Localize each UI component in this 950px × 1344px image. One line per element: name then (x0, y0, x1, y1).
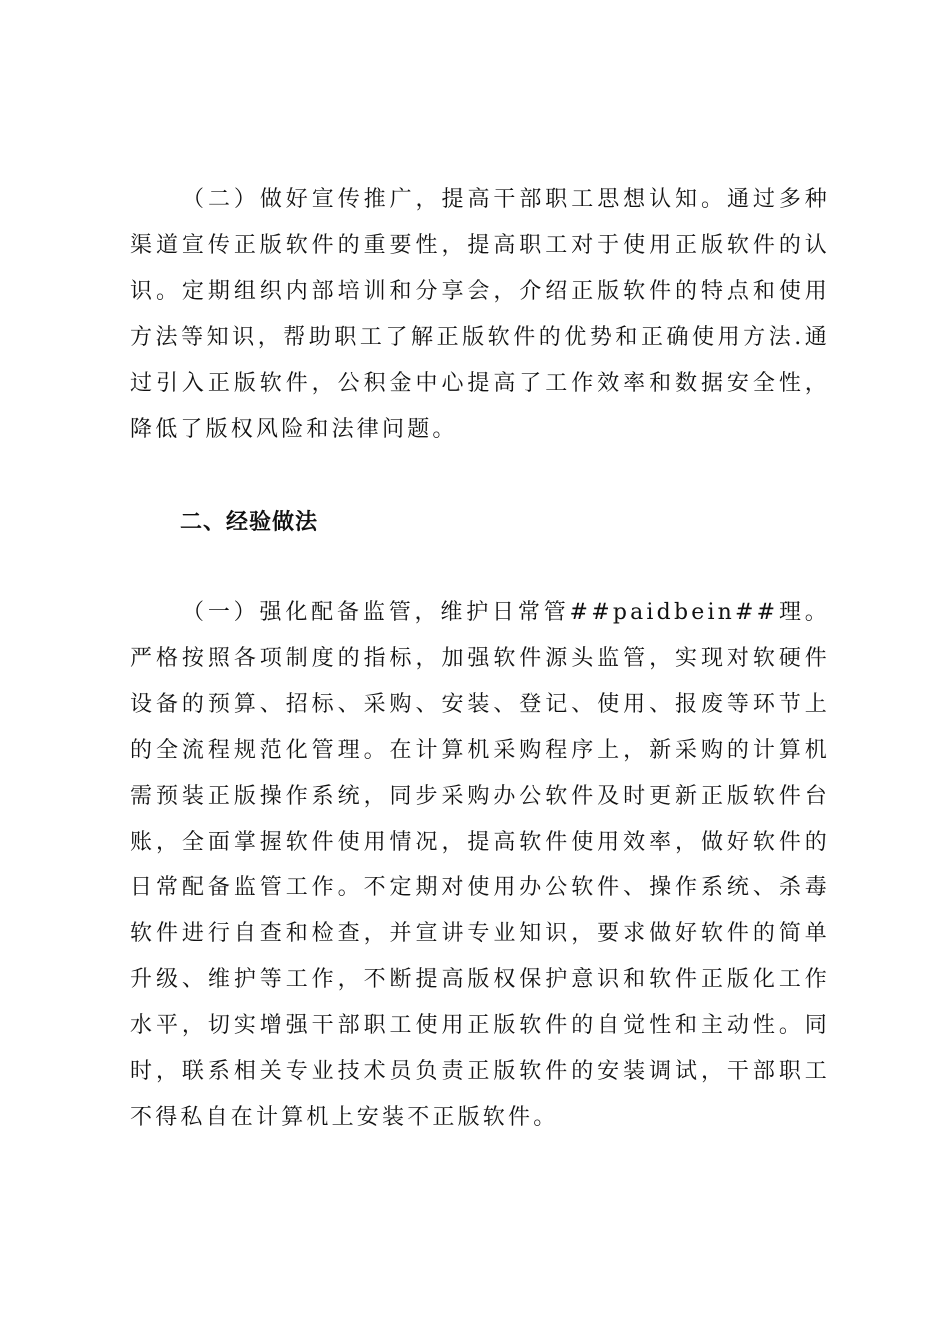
section-heading-experience: 二、经验做法 (180, 510, 319, 535)
paragraph-publicity: （二）做好宣传推广，提高干部职工思想认知。通过多种渠道宣传正版软件的重要性，提高职工对于使用正版软件的认识。定期组织内部培训和分享会，介绍正版软件的特点和使用方法等知识，帮助职工了解正版软件的优势和正确使用方法.通过引入正版软件，公积金中心提高了工作效率和数据安全性，降低了版权风险和法律问题。 (130, 187, 830, 442)
paragraph-supervision: （一）强化配备监管，维护日常管##paidbein##理。严格按照各项制度的指标，加强软件源头监管，实现对软硬件设备的预算、招标、采购、安装、登记、使用、报废等环节上的全流程规范化管理。在计算机采购程序上，新采购的计算机需预装正版操作系统，同步采购办公软件及时更新正版软件台账，全面掌握软件使用情况，提高软件使用效率，做好软件的日常配备监管工作。不定期对使用办公软件、操作系统、杀毒软件进行自查和检查，并宣讲专业知识，要求做好软件的简单升级、维护等工作，不断提高版权保护意识和软件正版化工作水平，切实增强干部职工使用正版软件的自觉性和主动性。同时，联系相关专业技术员负责正版软件的安装调试，干部职工不得私自在计算机上安装不正版软件。 (130, 600, 830, 1130)
